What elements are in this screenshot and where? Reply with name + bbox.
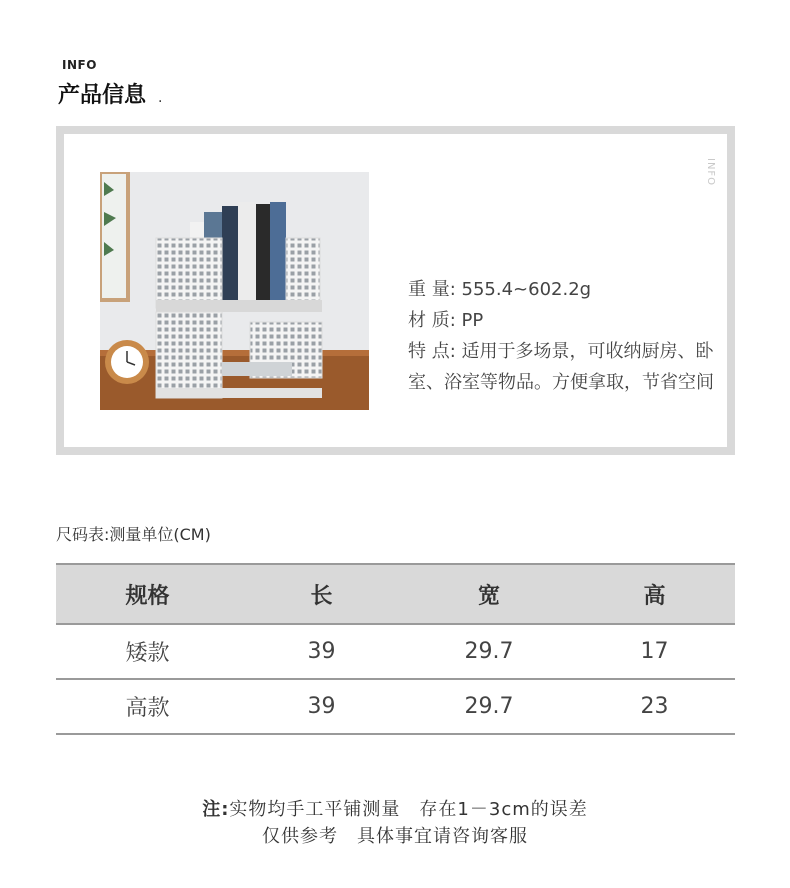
table-row — [56, 624, 735, 679]
spec-label: 重 量: — [408, 279, 456, 300]
note-label: 注: — [202, 799, 230, 820]
spec-value: 555.4~602.2g — [461, 279, 592, 300]
spec-label: 特 点: — [408, 341, 456, 362]
cell-length: 39 — [239, 624, 404, 679]
card-inner — [64, 134, 727, 447]
section-title: 产品信息 — [58, 83, 147, 108]
header-height: 高 — [574, 564, 735, 624]
cell-height: 17 — [574, 624, 735, 679]
header-width: 宽 — [404, 564, 574, 624]
product-photo — [100, 172, 369, 410]
note-text-1: 实物均手工平铺测量 存在1－3cm的误差 — [229, 799, 588, 820]
measurement-note — [0, 796, 790, 850]
cell-spec: 矮款 — [56, 624, 239, 679]
spec-feature — [408, 336, 718, 398]
table-header-row — [56, 564, 735, 624]
cell-height: 23 — [574, 679, 735, 734]
cell-length: 39 — [239, 679, 404, 734]
header-spec: 规格 — [56, 564, 239, 624]
spec-value: 适用于多场景，可收纳厨房、卧室、浴室等物品。方便拿取，节省空间 — [408, 341, 714, 393]
product-info-card — [56, 126, 735, 455]
cell-spec: 高款 — [56, 679, 239, 734]
size-table — [56, 563, 735, 735]
note-line-2: 仅供参考 具体事宜请咨询客服 — [262, 826, 528, 847]
size-table-caption: 尺码表:测量单位(CM) — [56, 525, 211, 544]
table-row — [56, 679, 735, 734]
info-tag: INFO — [62, 58, 97, 72]
vertical-info-tag: INFO — [705, 158, 716, 187]
cell-width: 29.7 — [404, 679, 574, 734]
header-length: 长 — [239, 564, 404, 624]
spec-material — [408, 305, 718, 336]
spec-label: 材 质: — [408, 310, 456, 331]
cell-width: 29.7 — [404, 624, 574, 679]
spec-value: PP — [461, 310, 484, 331]
spec-weight — [408, 274, 718, 305]
note-line-1 — [0, 796, 790, 823]
title-dot: . — [158, 90, 163, 106]
spec-list — [408, 274, 718, 398]
